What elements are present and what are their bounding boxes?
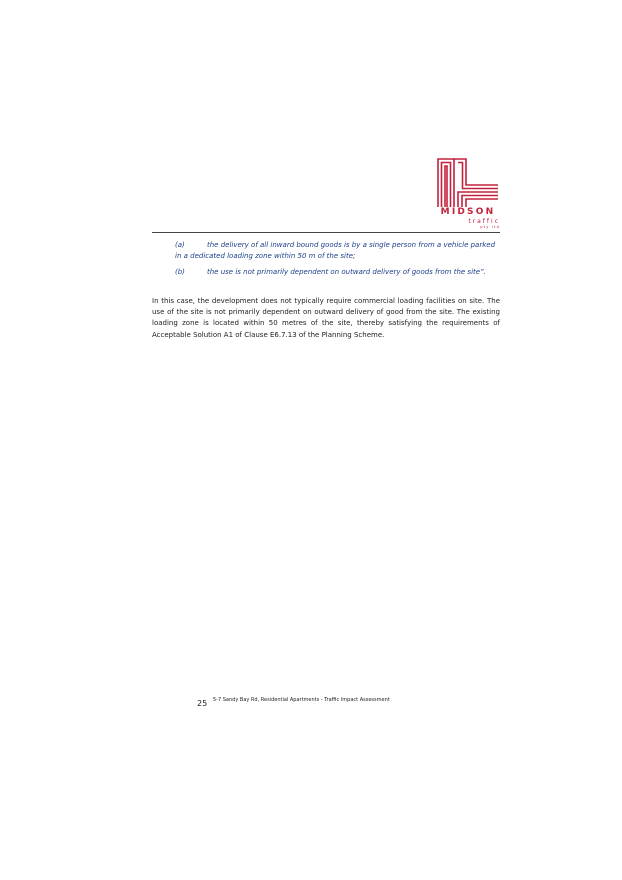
clause-text: the use is not primarily dependent on outward delivery of goods from the site”. bbox=[207, 268, 486, 276]
clause-item bbox=[175, 267, 500, 278]
header-divider bbox=[152, 232, 500, 233]
clause-marker: (b) bbox=[175, 268, 185, 276]
brand-suffix: pty ltd bbox=[480, 225, 500, 229]
footer-title: 5-7 Sandy Bay Rd, Residential Apartments - Traffic Impact Assessment bbox=[213, 697, 390, 703]
clause-item bbox=[175, 240, 500, 262]
clause-text: the delivery of all inward bound goods is by a single person from a vehicle parked in a dedicated loading zone within 50 m of the site; bbox=[175, 241, 496, 260]
brand-name: MIDSON bbox=[440, 207, 496, 217]
midson-logo-icon bbox=[436, 155, 500, 209]
clause-marker: (a) bbox=[175, 241, 185, 249]
brand-tagline: traffic bbox=[468, 218, 500, 225]
body-paragraph: In this case, the development does not typically require commercial loading facilities on site. The use of the site is not primarily dependent on outward delivery of good from the site. The existing loading zone is located within 50 metres of the site, thereby satisfying the requirements of Acceptable Solution A1 of Clause E6.7.13 of the Planning Scheme. bbox=[152, 297, 500, 339]
page-number: 25 bbox=[197, 699, 208, 708]
